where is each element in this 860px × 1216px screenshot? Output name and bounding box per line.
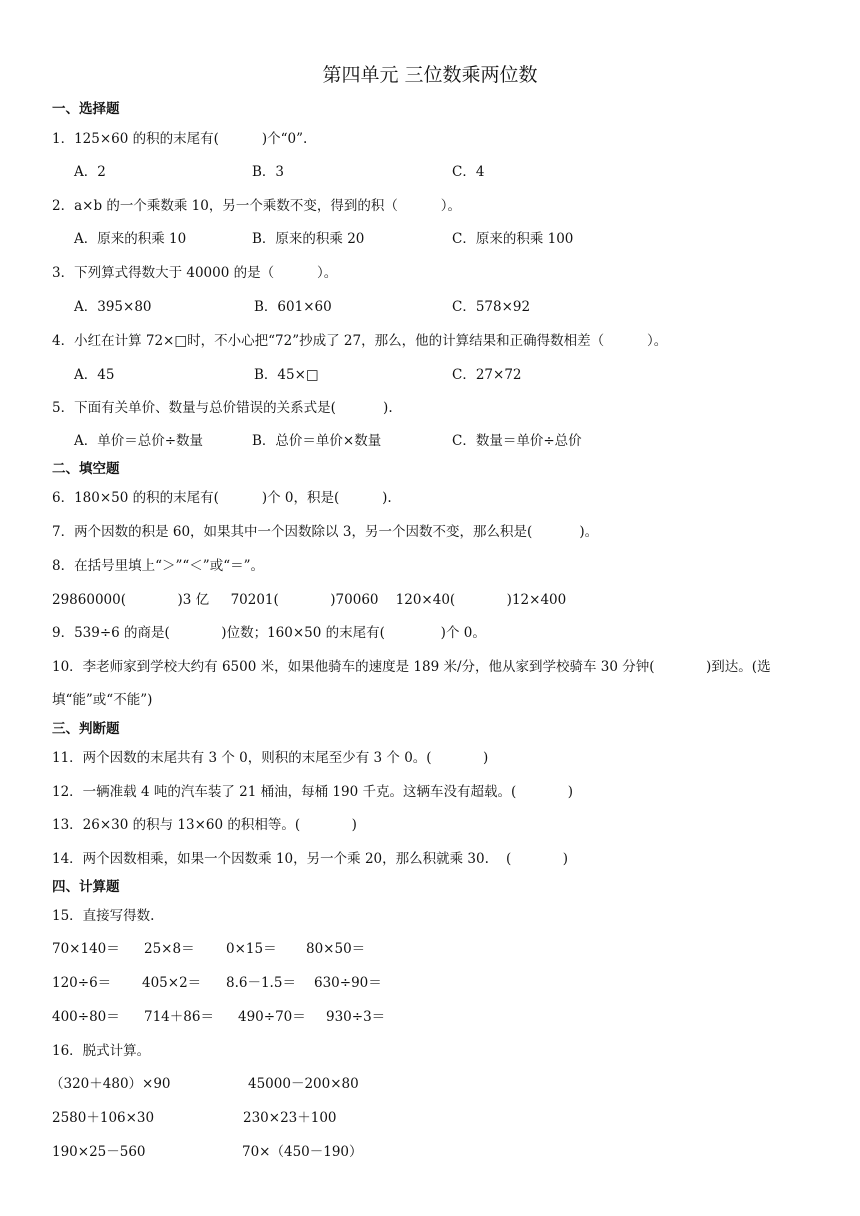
q4-option-c: C．27×72 (452, 367, 522, 383)
section-heading-fill: 二、填空题 (52, 461, 120, 477)
q4-option-a: A．45 (74, 367, 115, 383)
oral-calc-item: 70×140＝ (52, 941, 120, 957)
step-calc-item: （320＋480）×90 (50, 1076, 171, 1092)
question-13: 13．26×30 的积与 13×60 的积相等。( ) (52, 817, 357, 833)
question-8-comparisons: 29860000( )3 亿 70201( )70060 120×40( )12×400 (52, 592, 567, 608)
q1-option-b: B．3 (252, 164, 285, 180)
oral-calc-item: 714＋86＝ (144, 1009, 214, 1025)
q4-option-b: B．45×□ (254, 367, 319, 383)
oral-calc-item: 930÷3＝ (326, 1009, 386, 1025)
step-calc-item: 230×23＋100 (243, 1110, 337, 1126)
step-calc-item: 2580＋106×30 (52, 1110, 155, 1126)
step-calc-item: 45000－200×80 (248, 1076, 359, 1092)
question-8: 8．在括号里填上“＞”“＜”或“＝”。 (52, 558, 264, 574)
question-3: 3．下列算式得数大于 40000 的是（ ）。 (52, 265, 338, 281)
q3-option-a: A．395×80 (74, 299, 152, 315)
question-6: 6．180×50 的积的末尾有( )个 0，积是( ). (52, 490, 392, 506)
q5-option-c: C．数量＝单价÷总价 (452, 433, 582, 449)
question-10: 10．李老师家到学校大约有 6500 米，如果他骑车的速度是 189 米/分，他从家到学校骑车 30 分钟( )到达。(选 (52, 659, 771, 675)
section-heading-choice: 一、选择题 (52, 101, 120, 117)
question-11: 11．两个因数的末尾共有 3 个 0，则积的末尾至少有 3 个 0。( ) (52, 750, 489, 766)
step-calc-item: 70×（450－190） (242, 1144, 363, 1160)
section-heading-calc: 四、计算题 (52, 879, 120, 895)
q3-option-b: B．601×60 (254, 299, 332, 315)
question-14: 14．两个因数相乘，如果一个因数乘 10，另一个乘 20，那么积就乘 30. ( ) (52, 851, 569, 867)
q1-option-a: A．2 (74, 164, 106, 180)
question-2: 2．a×b 的一个乘数乘 10，另一个乘数不变，得到的积（ ）。 (52, 198, 462, 214)
section-heading-judge: 三、判断题 (52, 721, 120, 737)
q3-option-c: C．578×92 (452, 299, 531, 315)
question-5: 5．下面有关单价、数量与总价错误的关系式是( ). (52, 400, 393, 416)
oral-calc-item: 400÷80＝ (52, 1009, 120, 1025)
question-7: 7．两个因数的积是 60，如果其中一个因数除以 3，另一个因数不变，那么积是( )。 (52, 524, 599, 540)
oral-calc-item: 8.6－1.5＝ (226, 975, 296, 991)
q2-option-c: C．原来的积乘 100 (452, 231, 574, 247)
q2-option-a: A．原来的积乘 10 (74, 231, 187, 247)
oral-calc-item: 490÷70＝ (238, 1009, 306, 1025)
question-9: 9．539÷6 的商是( )位数；160×50 的末尾有( )个 0。 (52, 625, 486, 641)
oral-calc-item: 0×15＝ (226, 941, 277, 957)
question-16: 16．脱式计算。 (52, 1043, 151, 1059)
step-calc-item: 190×25－560 (52, 1144, 146, 1160)
question-12: 12．一辆准载 4 吨的汽车装了 21 桶油，每桶 190 千克。这辆车没有超载。( ) (52, 784, 573, 800)
oral-calc-item: 630÷90＝ (314, 975, 382, 991)
oral-calc-item: 405×2＝ (142, 975, 202, 991)
oral-calc-item: 25×8＝ (144, 941, 195, 957)
page-title: 第四单元 三位数乘两位数 (322, 64, 538, 86)
question-1: 1．125×60 的积的末尾有( )个“0”. (52, 131, 308, 147)
oral-calc-item: 80×50＝ (306, 941, 366, 957)
question-4: 4．小红在计算 72×□时，不小心把“72”抄成了 27，那么，他的计算结果和正确得数相差（ ）。 (52, 333, 668, 349)
q1-option-c: C．4 (452, 164, 485, 180)
question-10-continued: 填“能”或“不能”) (52, 692, 153, 708)
question-15: 15．直接写得数. (52, 908, 155, 924)
oral-calc-item: 120÷6＝ (52, 975, 112, 991)
q5-option-b: B．总价＝单价×数量 (252, 433, 382, 449)
q5-option-a: A．单价＝总价÷数量 (74, 433, 204, 449)
q2-option-b: B．原来的积乘 20 (252, 231, 365, 247)
